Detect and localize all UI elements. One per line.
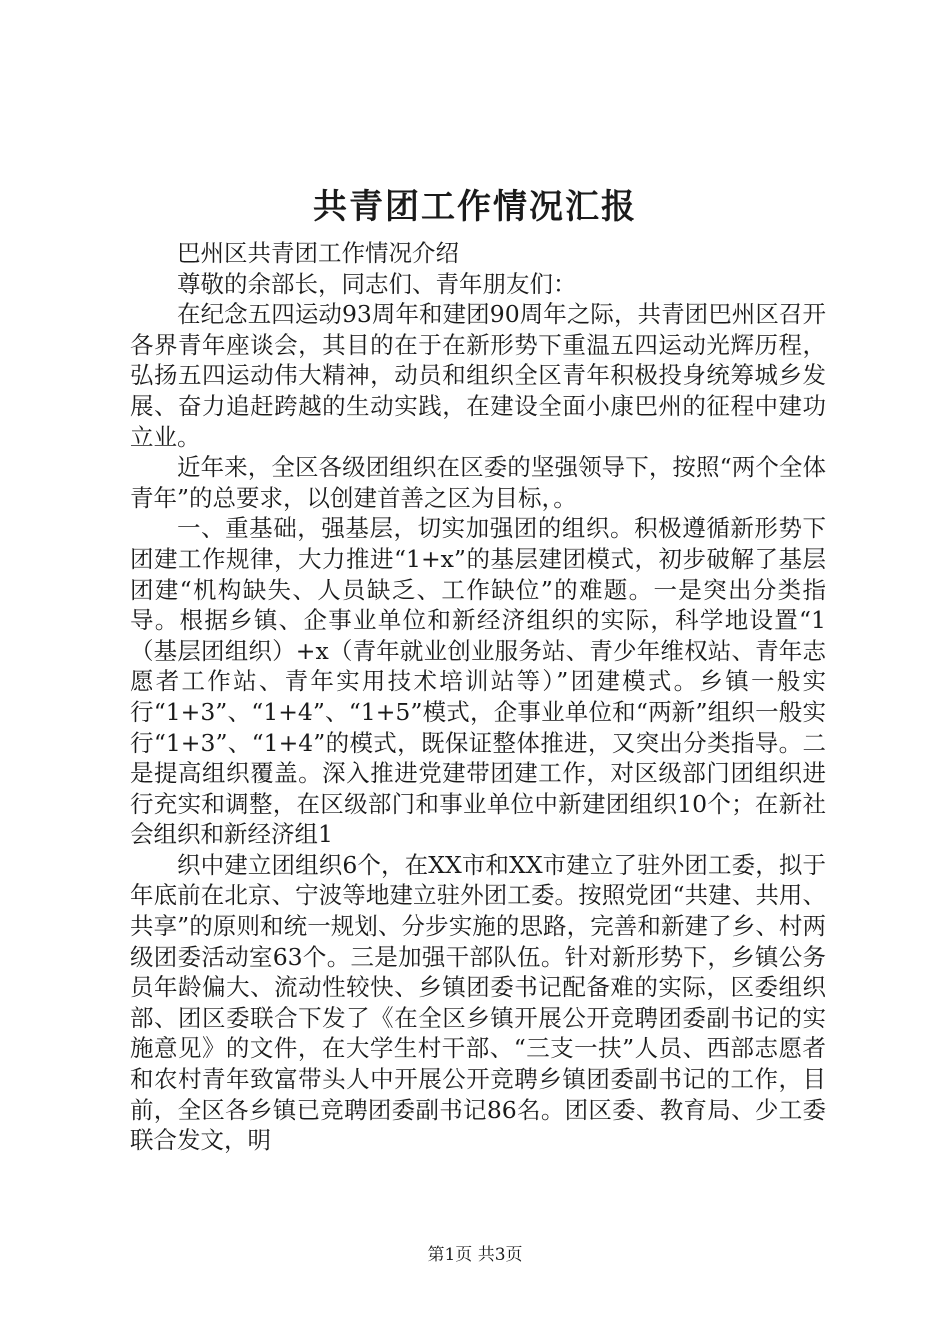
paragraph-subtitle: 巴州区共青团工作情况介绍 bbox=[177, 239, 459, 267]
page-footer bbox=[0, 1243, 950, 1267]
page-indicator: 第1页 共3页 bbox=[427, 1245, 523, 1265]
paragraph-salutation: 尊敬的余部长，同志们、青年朋友们： bbox=[177, 269, 577, 298]
paragraph-section-one: 一、重基础，强基层，切实加强团的组织。积极遵循新形势下团建工作规律，大力推进“1+x”的基层建团模式，初步破解了基层团建“机构缺失、人员缺乏、工作缺位”的难题。一是突出分类指导。根据乡镇、企事业单位和新经济组织的实际，科学地设置“1（基层团组织）+x（青年就业创业服务站、青少年维权站、青年志愿者工作站、青年实用技术培训站等）”团建模式。乡镇一般实行“1+3”、“1+4”、“1+5”模式，企事业单位和“两新”组织一般实行“1+3”、“1+4”的模式，既保证整体推进，又突出分类指导。二是提高组织覆盖。深入推进党建带团建工作，对区级部门团组织进行充实和调整，在区级部门和事业单位中新建团组织10个；在新社会组织和新经济组1 bbox=[130, 514, 826, 849]
paragraph-intro: 在纪念五四运动93周年和建团90周年之际，共青团巴州区召开各界青年座谈会，其目的在于在新形势下重温五四运动光辉历程，弘扬五四运动伟大精神，动员和组织全区青年积极投身统筹城乡发展、奋力追赶跨越的生动实践，在建设全面小康巴州的征程中建功立业。 bbox=[130, 300, 826, 451]
document-title: 共青团工作情况汇报 bbox=[313, 187, 637, 227]
document-body bbox=[130, 238, 826, 1156]
paragraph-continuation: 织中建立团组织6个，在XX市和XX市建立了驻外团工委，拟于年底前在北京、宁波等地建立驻外团工委。按照党团“共建、共用、共享”的原则和统一规划、分步实施的思路，完善和新建了乡、村两级团委活动室63个。三是加强干部队伍。针对新形势下，乡镇公务员年龄偏大、流动性较快、乡镇团委书记配备难的实际，区委组织部、团区委联合下发了《在全区乡镇开展公开竞聘团委副书记的实施意见》的文件，在大学生村干部、“三支一扶”人员、西部志愿者和农村青年致富带头人中开展公开竞聘乡镇团委副书记的工作，目前，全区各乡镇已竞聘团委副书记86名。团区委、教育局、少工委联合发文，明 bbox=[130, 850, 826, 1155]
paragraph-recent-years: 近年来，全区各级团组织在区委的坚强领导下，按照“两个全体青年”的总要求，以创建首善之区为目标，。 bbox=[130, 453, 826, 512]
